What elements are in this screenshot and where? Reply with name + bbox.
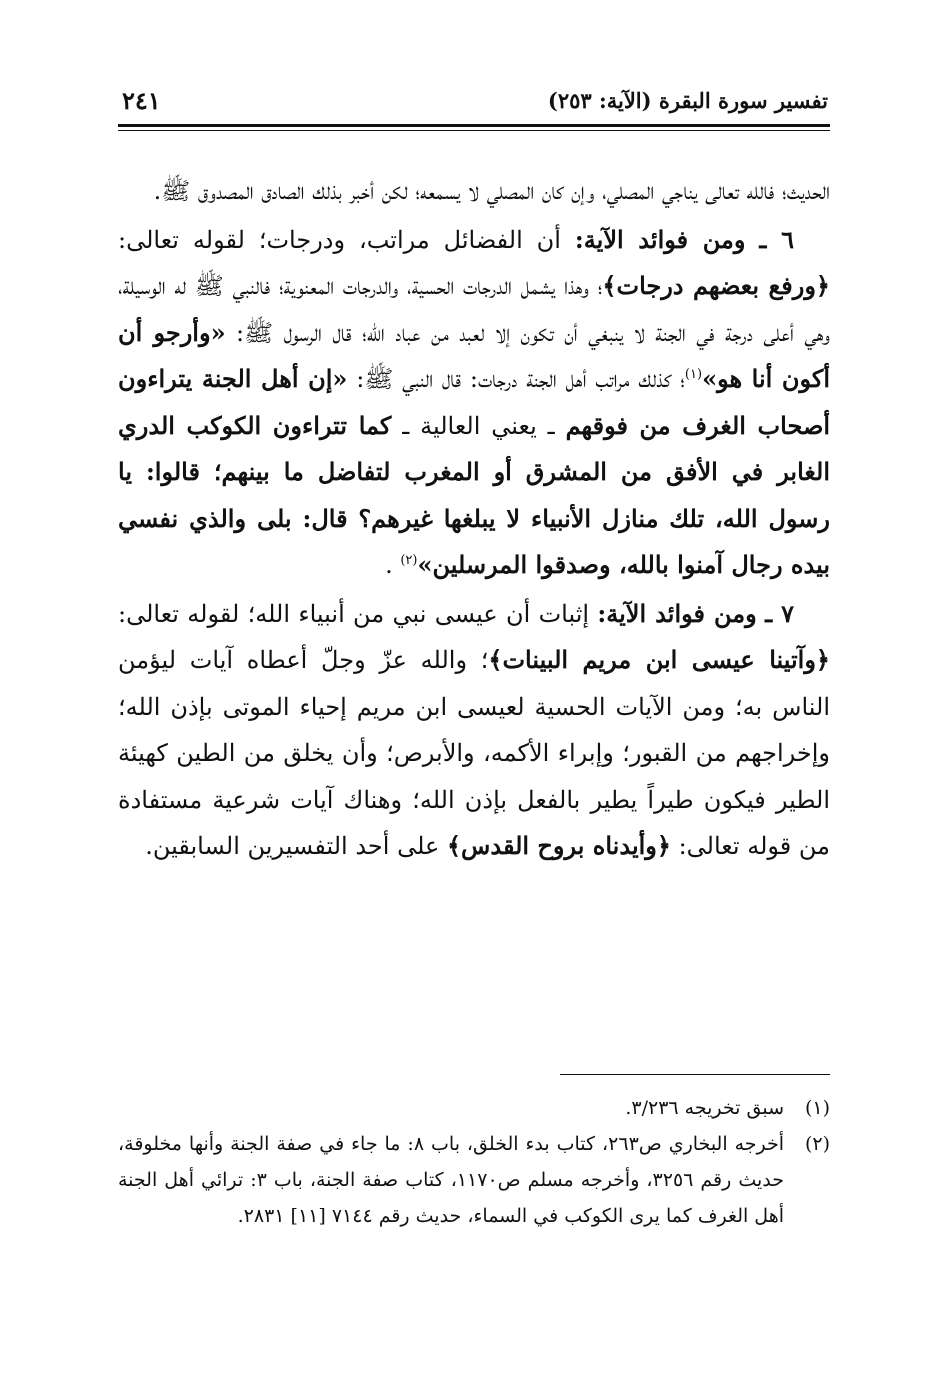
footnote-number: (٢) [804, 1133, 830, 1155]
footnote-reference[interactable]: (١) [684, 367, 703, 382]
paragraph-1: الحديث؛ فالله تعالى يناجي المصلي، وإن كان المصلي لا يسمعه؛ لكن أخبر بذلك الصادق المصدوق ﷺ. [153, 177, 830, 205]
benefit-heading: ومن فوائد الآية: [597, 598, 757, 628]
text-run: إثبات أن عيسى نبي من أنبياء الله؛ لقوله تعالى: [118, 599, 590, 628]
book-page [118, 80, 830, 1300]
paragraph-2 [118, 217, 830, 589]
benefit-number: ٦ ـ [759, 224, 794, 254]
text-run: أن الفضائل مراتب، ودرجات؛ لقوله تعالى: [118, 225, 561, 254]
benefit-number: ٧ ـ [765, 598, 795, 628]
text-run: . [385, 551, 393, 579]
footnotes [118, 1090, 830, 1234]
quran-verse: ﴿وأيدناه بروح القدس﴾ [446, 831, 671, 860]
paragraph-3 [118, 591, 830, 870]
hadith-quote: «وأرجو أن أكون أنا هو» [118, 317, 831, 393]
body-text [118, 168, 830, 872]
text-run: على أحد التفسيرين السابقين. [145, 832, 440, 860]
header-title: تفسير سورة البقرة (الآية: ٢٥٣) [547, 88, 828, 113]
quran-verse: ﴿وآتينا عيسى ابن مريم البينات﴾ [488, 645, 830, 674]
footnote-number: (١) [804, 1097, 830, 1119]
text-run: ؛ كذلك مراتب أهل الجنة درجات: قال النبي ﷺ: [356, 365, 685, 393]
footnote-reference[interactable]: (٢) [400, 553, 418, 568]
footnote-text: سبق تخريجه ٣/٢٣٦. [625, 1097, 784, 1119]
text-run: ؛ والله عزّ وجلّ أعطاه آيات ليؤمن الناس به؛ ومن الآيات الحسية لعيسى ابن مريم إحياء الموتى بإذن الله؛ وإخراجهم من القبور؛ وإبراء الأكمه، والأبرص؛ وأن يخلق من الطين كهيئة الطير فيكون طيراً يطير بالفعل بإذن الله؛ وهناك آيات شرعية مستفادة من قوله تعالى: [118, 646, 830, 860]
hadith-quote: «إن أهل الجنة يتراءون أصحاب الغرف من فوقهم [118, 364, 830, 440]
running-header [118, 80, 830, 120]
page-number: ٢٤١ [122, 86, 161, 115]
footnote-separator [560, 1074, 830, 1075]
quran-verse: ﴿ورفع بعضهم درجات﴾ [602, 271, 830, 300]
text-run: ؛ وهذا يشمل الدرجات الحسية، والدرجات المعنوية؛ فالنبي ﷺ له الوسيلة، وهي أعلى درجة في الجنة لا ينبغي أن تكون إلا لعبد من عباد الله؛ قال الرسول ﷺ: [118, 272, 830, 347]
footnote-text: أخرجه البخاري ص٢٦٣، كتاب بدء الخلق، باب ٨: ما جاء في صفة الجنة وأنها مخلوقة، حديث رقم ٣٢٥٦، وأخرجه مسلم ص١١٧٠، كتاب صفة الجنة، باب ٣: ترائي أهل الجنة أهل الغرف كما يرى الكوكب في السماء، حديث رقم ٧١٤٤ [١١] ٢٨٣١. [118, 1133, 785, 1227]
header-rule-thick [118, 124, 830, 127]
text-run: ـ يعني العالية ـ [402, 411, 555, 440]
benefit-heading: ومن فوائد الآية: [574, 224, 746, 254]
hadith-quote: كما تتراءون الكوكب الدري الغابر في الأفق من المشرق أو المغرب لتفاضل ما بينهم؛ قالوا: يا رسول الله، تلك منازل الأنبياء لا يبلغها غيرهم؟ قال: بلى والذي نفسي بيده رجال آمنوا بالله، وصدقوا المرسلين» [118, 410, 830, 579]
header-rule-thin [118, 130, 830, 131]
footnote [118, 1090, 830, 1126]
footnote [118, 1126, 830, 1234]
